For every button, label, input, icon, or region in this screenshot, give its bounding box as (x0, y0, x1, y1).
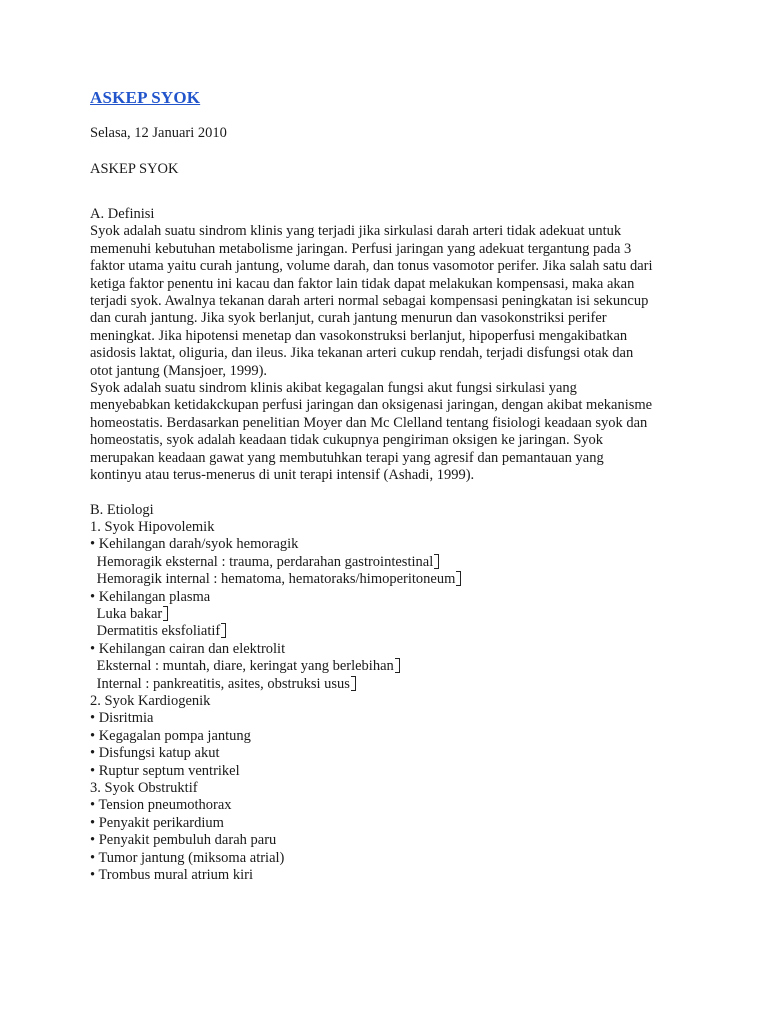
document-page (90, 88, 690, 884)
list-item-text: • Tumor jantung (miksoma atrial) (90, 849, 285, 866)
list-item-text: Eksternal : muntah, diare, keringat yang berlebihan (93, 658, 394, 675)
list-item-text: 3. Syok Obstruktif (90, 780, 198, 796)
list-item-text: • Kehilangan plasma (90, 588, 211, 605)
list-item (90, 797, 690, 814)
paragraph-line: menyebabkan ketidakckupan perfusi jaringan dan oksigenasi jaringan, dengan akibat mekanisme (90, 397, 653, 414)
paragraph-line: faktor utama yaitu curah jantung, volume darah, dan tonus vasomotor perifer. Jika salah satu dari (90, 258, 653, 275)
post-date: Selasa, 12 Januari 2010 (90, 125, 227, 141)
bracket-icon (163, 606, 168, 621)
list-item-text: • Penyakit perikardium (90, 814, 224, 831)
paragraph-line: ketiga faktor penentu ini kacau dan faktor lain tidak dapat melakukan kompensasi, maka akan (90, 275, 635, 292)
list-item (90, 763, 690, 780)
list-item-text: Hemoragik eksternal : trauma, perdarahan gastrointestinal (93, 553, 434, 570)
paragraph-line: merupakan keadaan gawat yang membutuhkan terapi yang agresif dan pemantauan yang (90, 449, 604, 466)
etiologi-list (90, 519, 690, 885)
bracket-icon (434, 554, 439, 569)
paragraph-line: meningkat. Jika hipotensi menetap dan vasokonstruksi berlanjut, hipoperfusi mengakibatkan (90, 327, 628, 344)
section-heading: B. Etiologi (90, 501, 154, 518)
sub-list-item (90, 658, 690, 675)
paragraph-line: homeostatis. Berdasarkan penelitian Moyer dan Mc Clelland tentang fisiologi keadaan syok dan (90, 414, 648, 431)
list-item-text: 1. Syok Hipovolemik (90, 518, 215, 535)
paragraph-line: Syok adalah suatu sindrom klinis yang terjadi jika sirkulasi darah arteri tidak adekuat untuk (90, 223, 622, 240)
list-item-text: 2. Syok Kardiogenik (90, 692, 211, 709)
list-item (90, 641, 690, 658)
list-item (90, 693, 690, 710)
list-item (90, 780, 690, 797)
list-item (90, 850, 690, 867)
paragraph-line: homeostatis, syok adalah keadaan tidak cukupnya pengiriman oksigen ke jaringan. Syok (90, 432, 604, 449)
list-item-text: • Disfungsi katup akut (90, 745, 220, 762)
list-item (90, 519, 690, 536)
section-heading: A. Definisi (90, 206, 155, 222)
list-item (90, 867, 690, 884)
sub-list-item (90, 676, 690, 693)
paragraph-line: otot jantung (Mansjoer, 1999). (90, 362, 268, 379)
bracket-icon (395, 658, 400, 673)
paragraph-line: kontinyu atau terus-menerus di unit terapi intensif (Ashadi, 1999). (90, 467, 475, 484)
list-item-text: • Kegagalan pompa jantung (90, 727, 251, 744)
list-item-text: • Disritmia (90, 710, 154, 727)
list-item-text: Dermatitis eksfoliatif (93, 623, 221, 640)
list-item-text: • Trombus mural atrium kiri (90, 867, 253, 884)
list-item-text: • Ruptur septum ventrikel (90, 762, 240, 779)
list-item-text: • Kehilangan cairan dan elektrolit (90, 640, 286, 657)
list-item-text: • Tension pneumothorax (90, 797, 232, 814)
list-item-text: Internal : pankreatitis, asites, obstruksi usus (93, 675, 350, 692)
list-item-text: • Penyakit pembuluh darah paru (90, 832, 277, 849)
bracket-icon (351, 676, 356, 691)
paragraph-line: memenuhi kebutuhan metabolisme jaringan. Perfusi jaringan yang adekuat tergantung pada 3 (90, 240, 632, 257)
list-item-text: Luka bakar (93, 605, 163, 622)
definisi-body (90, 223, 690, 484)
list-item-text: Hemoragik internal : hematoma, hematoraks/himoperitoneum (93, 571, 456, 588)
list-item (90, 728, 690, 745)
list-item (90, 832, 690, 849)
post-title-link[interactable]: ASKEP SYOK (90, 88, 201, 107)
section-definisi (90, 206, 690, 485)
paragraph-line: asidosis laktat, oliguria, dan ileus. Jika tekanan arteri cukup rendah, terjadi disfungsi otak dan (90, 345, 634, 362)
list-item (90, 536, 690, 553)
sub-list-item (90, 606, 690, 623)
section-etiologi (90, 502, 690, 885)
paragraph-line: dan curah jantung. Jika syok berlanjut, curah jantung menurun dan vasokonstriksi perifer (90, 310, 607, 327)
sub-list-item (90, 623, 690, 640)
sub-list-item (90, 554, 690, 571)
paragraph-line: terjadi syok. Awalnya tekanan darah arteri normal sebagai kompensasi peningkatan isi sekuncup (90, 293, 649, 310)
list-item (90, 745, 690, 762)
sub-list-item (90, 571, 690, 588)
post-subtitle: ASKEP SYOK (90, 161, 179, 177)
paragraph-line: Syok adalah suatu sindrom klinis akibat kegagalan fungsi akut fungsi sirkulasi yang (90, 380, 577, 397)
list-item-text: • Kehilangan darah/syok hemoragik (90, 536, 299, 553)
bracket-icon (221, 623, 226, 638)
list-item (90, 815, 690, 832)
bracket-icon (456, 571, 461, 586)
list-item (90, 710, 690, 727)
list-item (90, 589, 690, 606)
